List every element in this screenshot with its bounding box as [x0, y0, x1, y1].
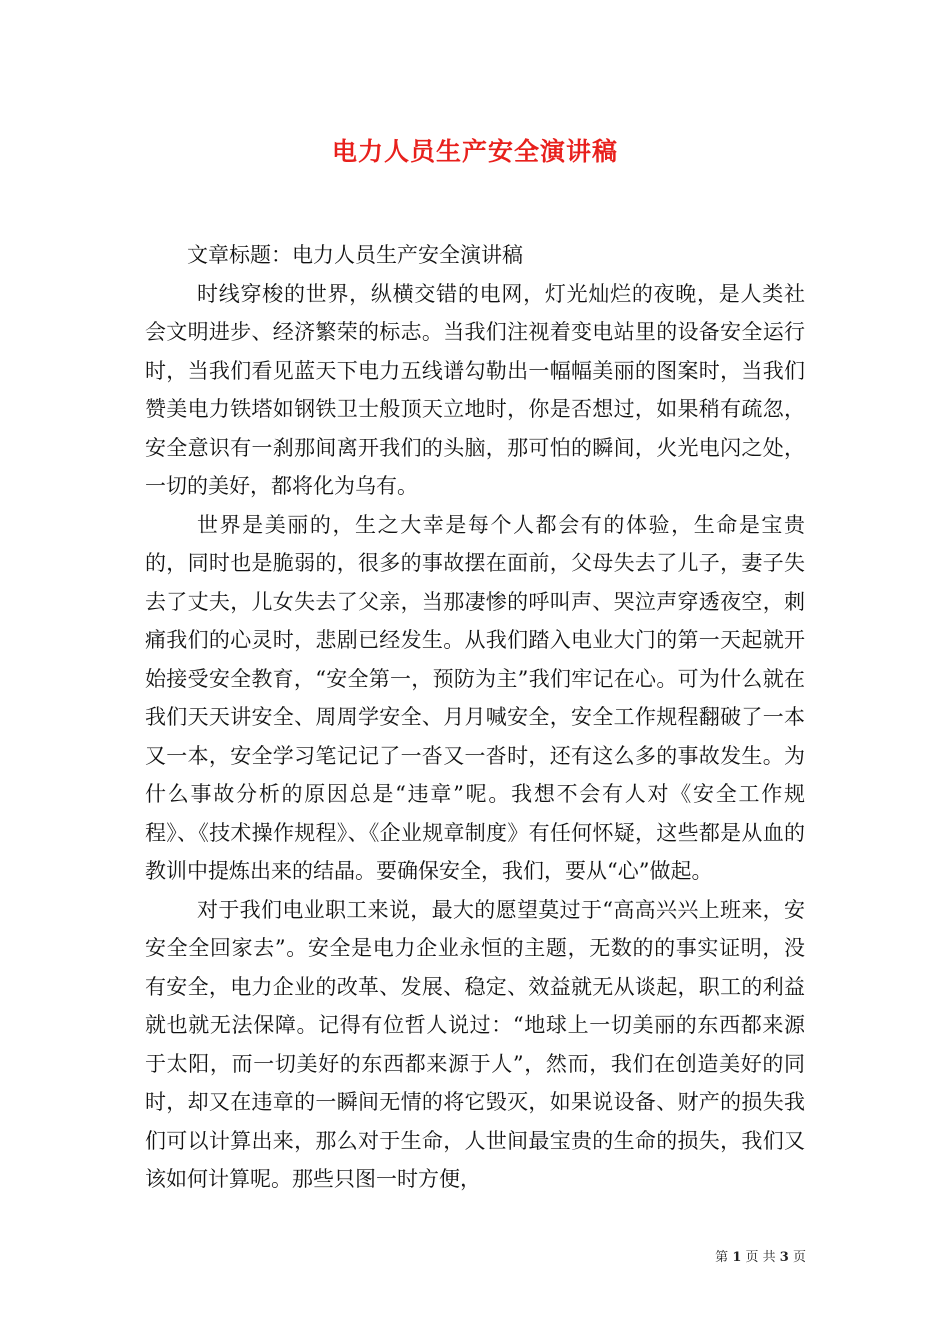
footer-middle: 页 共: [745, 1250, 776, 1265]
document-title: 电力人员生产安全演讲稿: [331, 137, 618, 166]
document-body: [145, 236, 805, 1199]
footer-suffix: 页: [792, 1250, 806, 1265]
paragraph-2: 世界是美丽的，生之大幸是每个人都会有的体验，生命是宝贵的，同时也是脆弱的，很多的事故摆在面前，父母失去了儿子，妻子失去了丈夫，儿女失去了父亲，当那凄惨的呼叫声、哭泣声穿透夜空，刺痛我们的心灵时，悲剧已经发生。从我们踏入电业大门的第一天起就开始接受安全教育，“安全第一，预防为主”我们牢记在心。可为什么就在我们天天讲安全、周周学安全、月月喊安全，安全工作规程翻破了一本又一本，安全学习笔记记了一沓又一沓时，还有这么多的事故发生。为什么事故分析的原因总是“违章”呢。我想不会有人对《安全工作规程》、《技术操作规程》、《企业规章制度》有任何怀疑，这些都是从血的教训中提炼出来的结晶。要确保安全，我们，要从“心”做起。: [145, 512, 805, 883]
footer-prefix: 第: [715, 1250, 729, 1265]
footer-current-page: 1: [732, 1250, 742, 1265]
paragraph-1: 时线穿梭的世界，纵横交错的电网，灯光灿烂的夜晚，是人类社会文明进步、经济繁荣的标志。当我们注视着变电站里的设备安全运行时，当我们看见蓝天下电力五线谱勾勒出一幅幅美丽的图案时，当我们赞美电力铁塔如钢铁卫士般顶天立地时，你是否想过，如果稍有疏忽，安全意识有一刹那间离开我们的头脑，那可怕的瞬间，火光电闪之处，一切的美好，都将化为乌有。: [145, 281, 805, 498]
paragraph-3: 对于我们电业职工来说，最大的愿望莫过于“高高兴兴上班来，安安全全回家去”。安全是电力企业永恒的主题，无数的的事实证明，没有安全，电力企业的改革、发展、稳定、效益就无从谈起，职工的利益就也就无法保障。记得有位哲人说过：“地球上一切美丽的东西都来源于太阳，而一切美好的东西都来源于人”，然而，我们在创造美好的同时，却又在违章的一瞬间无情的将它毁灭，如果说设备、财产的损失我们可以计算出来，那么对于生命，人世间最宝贵的生命的损失，我们又该如何计算呢。那些只图一时方便，: [145, 897, 805, 1191]
page-number-footer: [715, 1246, 806, 1265]
article-subtitle: 文章标题：电力人员生产安全演讲稿: [187, 243, 523, 267]
footer-total-pages: 3: [779, 1250, 789, 1265]
